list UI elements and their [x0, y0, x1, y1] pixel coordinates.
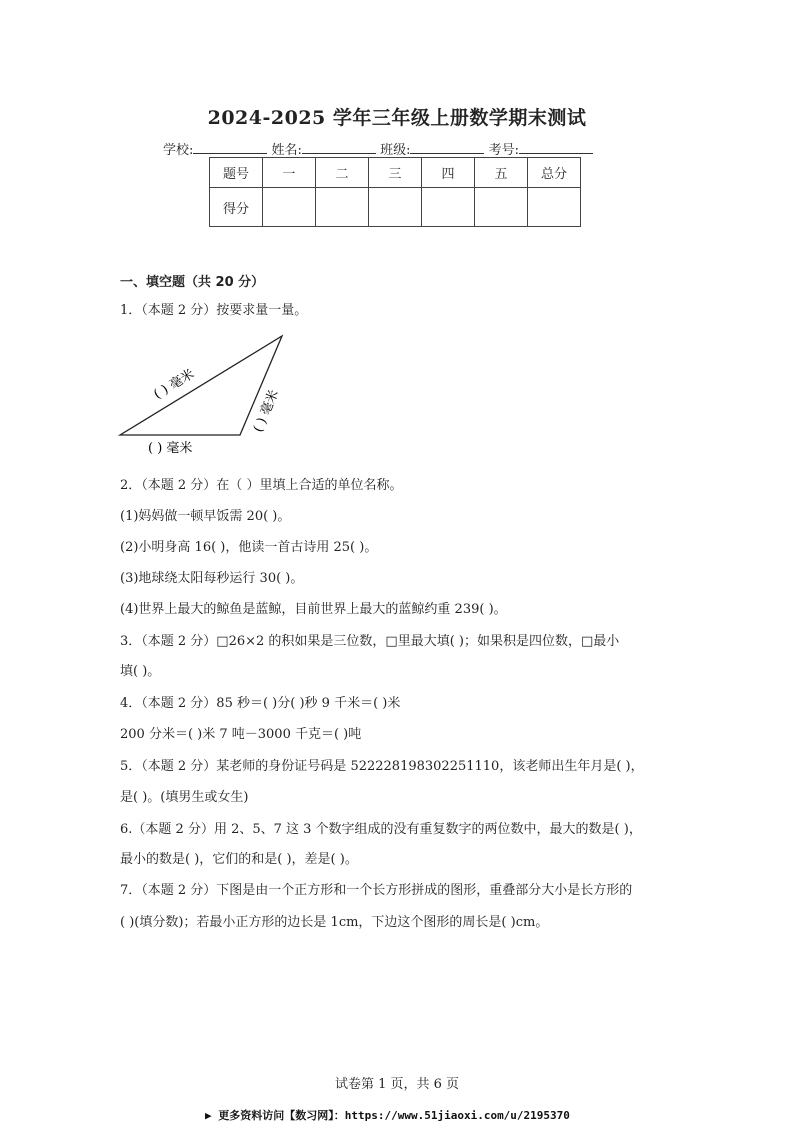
q3-line-1: 3．（本题 2 分）□26×2 的积如果是三位数，□里最大填( )；如果积是四位数，□最小 [120, 634, 620, 649]
class-label: 班级: [380, 143, 411, 158]
q4-line-1: 4．（本题 2 分）85 秒＝( )分( )秒 9 千米＝( )米 [120, 696, 401, 711]
header-cell: 题号 [210, 158, 263, 188]
header-cell: 二 [316, 158, 369, 188]
source-link[interactable]: ▶ 更多资料访问【数习网】：https://www.51jiaoxi.com/u/2195370 [205, 1109, 570, 1122]
score-table-score-row [210, 188, 581, 227]
q6-line-2: 最小的数是( )，它们的和是( )，差是( )。 [120, 852, 358, 867]
triangle-bottom-label: ( ) 毫米 [148, 441, 193, 456]
q5-line-1: 5．（本题 2 分）某老师的身份证号码是 522228198302251110，该老师出生年月是( )， [120, 759, 644, 774]
score-row-label: 得分 [210, 188, 263, 227]
q2-part-1: (1)妈妈做一顿早饭需 20( )。 [120, 509, 291, 524]
q5-line-2: 是( )。(填男生或女生) [120, 790, 249, 805]
q2-part-3: (3)地球绕太阳每秒运行 30( )。 [120, 571, 304, 586]
header-cell: 三 [369, 158, 422, 188]
q7-line-2: ( )(填分数)；若最小正方形的边长是 1cm，下边这个图形的周长是( )cm。 [120, 915, 549, 930]
page-title: 2024-2025 学年三年级上册数学期末测试 [207, 107, 587, 129]
school-blank[interactable] [193, 141, 267, 154]
header-cell: 总分 [528, 158, 581, 188]
header-cell: 四 [422, 158, 475, 188]
score-cell[interactable] [475, 188, 528, 227]
school-label: 学校: [163, 143, 194, 158]
q3-line-2: 填( )。 [120, 664, 161, 679]
exam-no-label: 考号: [488, 143, 519, 158]
class-blank[interactable] [410, 141, 484, 154]
name-label: 姓名: [271, 143, 302, 158]
score-cell[interactable] [369, 188, 422, 227]
score-table-header-row [210, 158, 581, 188]
q6-line-1: 6.（本题 2 分）用 2、5、7 这 3 个数字组成的没有重复数字的两位数中，最大的数是( )， [120, 822, 642, 837]
q7-line-1: 7．（本题 2 分）下图是由一个正方形和一个长方形拼成的图形，重叠部分大小是长方形的 [120, 883, 633, 898]
triangle-right-label: ( ) 毫米 [250, 387, 283, 435]
triangle-left-label: ( ) 毫米 [151, 366, 198, 403]
triangle-figure [112, 333, 292, 463]
score-table [209, 157, 581, 227]
q4-line-2: 200 分米＝( )米 7 吨－3000 千克＝( )吨 [120, 727, 362, 742]
exam-no-blank[interactable] [519, 141, 593, 154]
score-cell[interactable] [528, 188, 581, 227]
name-blank[interactable] [302, 141, 376, 154]
q2-part-2: (2)小明身高 16( )，他读一首古诗用 25( )。 [120, 540, 378, 555]
q1-text: 1．（本题 2 分）按要求量一量。 [120, 303, 308, 318]
student-info-line [163, 139, 593, 158]
q2-part-4: (4)世界上最大的鲸鱼是蓝鲸，目前世界上最大的蓝鲸约重 239( )。 [120, 602, 507, 617]
section-1-heading: 一、填空题（共 20 分） [120, 275, 265, 290]
q2-text: 2．（本题 2 分）在（ ）里填上合适的单位名称。 [120, 478, 403, 493]
header-cell: 五 [475, 158, 528, 188]
page-footer: 试卷第 1 页，共 6 页 [334, 1077, 460, 1092]
score-cell[interactable] [422, 188, 475, 227]
header-cell: 一 [263, 158, 316, 188]
score-cell[interactable] [316, 188, 369, 227]
score-cell[interactable] [263, 188, 316, 227]
